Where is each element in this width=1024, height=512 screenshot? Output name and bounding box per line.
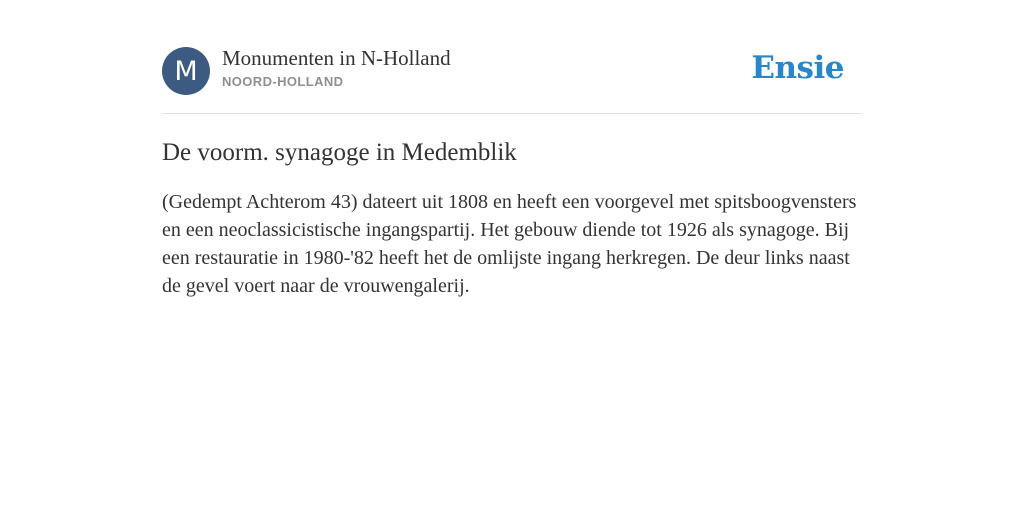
author-name[interactable]: Monumenten in N-Holland <box>222 46 451 70</box>
entry-header <box>162 46 862 114</box>
entry-card <box>162 46 862 300</box>
article-body: (Gedempt Achterom 43) dateert uit 1808 en heeft een voorgevel met spitsboogvensters en een neoclassicistische ingangspartij. Het gebouw diende tot 1926 als synagoge. Bij een restauratie in 1980-'82 heeft het de omlijste ingang herkregen. De deur links naast de gevel voert naar de vrouwengalerij. <box>162 191 857 297</box>
author-block <box>222 46 451 89</box>
avatar[interactable]: M <box>162 47 210 95</box>
author-region: NOORD-HOLLAND <box>222 74 344 89</box>
brand-logo[interactable]: Ensie <box>751 50 844 86</box>
page-title: De voorm. synagoge in Medemblik <box>162 139 517 166</box>
